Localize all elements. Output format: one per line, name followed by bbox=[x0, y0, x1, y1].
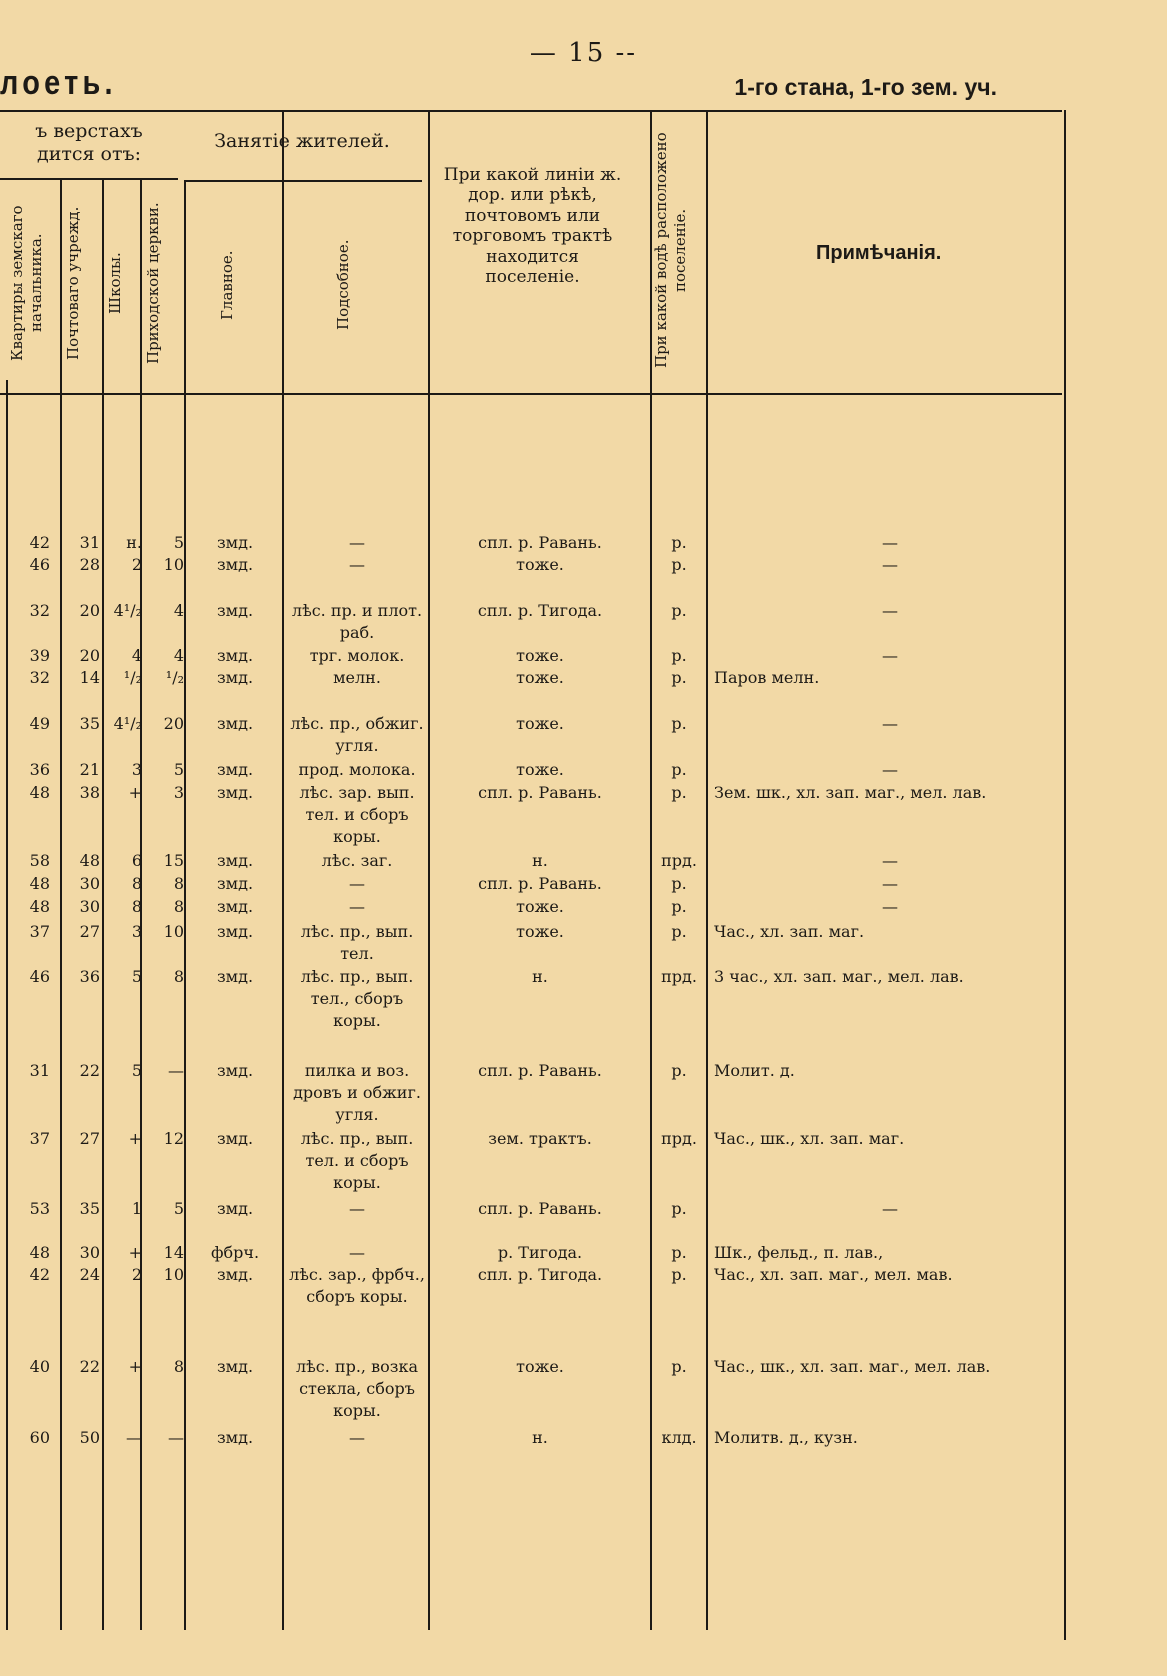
horizontal-rule bbox=[0, 110, 1062, 112]
water-cell: р. bbox=[671, 714, 687, 733]
water-cell: прд. bbox=[661, 967, 697, 986]
main-occupation-cell: змд. bbox=[216, 1061, 254, 1080]
route-cell: спл. р. Тигода. bbox=[477, 601, 603, 620]
water-cell: р. bbox=[671, 646, 687, 665]
main-occupation-cell: змд. bbox=[216, 714, 254, 733]
post-distance-cell: 27 bbox=[79, 1129, 100, 1148]
post-distance-cell: 30 bbox=[79, 1243, 100, 1262]
secondary-occupation-cell: лѣс. пр., вып. тел., сборъ коры. bbox=[300, 967, 414, 1030]
zemsky-distance-cell: 32 bbox=[29, 668, 50, 687]
school-distance-cell: 5 bbox=[131, 1061, 142, 1080]
church-distance-cell: 15 bbox=[163, 851, 184, 870]
school-distance-cell: 4¹/₂ bbox=[113, 601, 142, 620]
post-distance-cell: 35 bbox=[79, 714, 100, 733]
main-occupation-cell: змд. bbox=[216, 760, 254, 779]
main-occupation-cell: змд. bbox=[216, 555, 254, 574]
zemsky-distance-cell: 42 bbox=[29, 1265, 50, 1284]
route-cell: спл. р. Равань. bbox=[478, 874, 602, 893]
remarks-cell: — bbox=[882, 851, 898, 870]
route-cell: спл. р. Равань. bbox=[478, 1199, 602, 1218]
post-distance-cell: 28 bbox=[79, 555, 100, 574]
route-cell: зем. трактъ. bbox=[488, 1129, 592, 1148]
church-distance-cell: 5 bbox=[173, 533, 184, 552]
church-distance-cell: 8 bbox=[173, 874, 184, 893]
church-distance-cell: 14 bbox=[163, 1243, 184, 1262]
church-distance-cell: 10 bbox=[163, 1265, 184, 1284]
remarks-cell: 3 час., хл. зап. маг., мел. лав. bbox=[714, 967, 964, 986]
post-distance-cell: 24 bbox=[79, 1265, 100, 1284]
route-cell: тоже. bbox=[516, 1357, 564, 1376]
school-distance-cell: 8 bbox=[131, 897, 142, 916]
church-distance-cell: 8 bbox=[173, 897, 184, 916]
remarks-cell: — bbox=[882, 533, 898, 552]
route-cell: н. bbox=[532, 851, 548, 870]
church-distance-cell: 8 bbox=[173, 967, 184, 986]
secondary-occupation-cell: — bbox=[349, 533, 365, 552]
remarks-cell: — bbox=[882, 760, 898, 779]
remarks-cell: — bbox=[882, 1199, 898, 1218]
school-distance-cell: ¹/₂ bbox=[123, 668, 142, 687]
post-distance-cell: 14 bbox=[79, 668, 100, 687]
page-number: — 15 -- bbox=[529, 38, 638, 68]
parish-church-header: Приходской церкви. bbox=[144, 202, 162, 364]
zemsky-distance-cell: 46 bbox=[29, 967, 50, 986]
secondary-occupation-cell: прод. молока. bbox=[298, 760, 416, 779]
church-distance-cell: 4 bbox=[173, 601, 184, 620]
water-cell: прд. bbox=[661, 1129, 697, 1148]
main-occupation-cell: фбрч. bbox=[210, 1243, 260, 1262]
post-distance-cell: 20 bbox=[79, 601, 100, 620]
secondary-occupation-cell: лѣс. пр. и плот. раб. bbox=[291, 601, 423, 642]
remarks-cell: — bbox=[882, 874, 898, 893]
main-occupation-cell: змд. bbox=[216, 851, 254, 870]
secondary-occupation-cell: лѣс. пр., вып. тел. bbox=[300, 922, 414, 963]
main-occupation-cell: змд. bbox=[216, 783, 254, 802]
main-occupation-cell: змд. bbox=[216, 668, 254, 687]
main-occupation-cell: змд. bbox=[216, 874, 254, 893]
water-cell: р. bbox=[671, 922, 687, 941]
church-distance-cell: 20 bbox=[163, 714, 184, 733]
route-cell: тоже. bbox=[516, 760, 564, 779]
post-distance-cell: 38 bbox=[79, 783, 100, 802]
main-occupation-cell: змд. bbox=[216, 1265, 254, 1284]
secondary-occupation-cell: мелн. bbox=[333, 668, 381, 687]
school-distance-cell: 5 bbox=[131, 967, 142, 986]
water-cell: р. bbox=[671, 760, 687, 779]
church-distance-cell: 10 bbox=[163, 922, 184, 941]
secondary-occupation-header: Подсобное. bbox=[334, 239, 352, 331]
secondary-occupation-cell: — bbox=[349, 897, 365, 916]
main-occupation-cell: змд. bbox=[216, 897, 254, 916]
secondary-occupation-cell: — bbox=[349, 1199, 365, 1218]
water-cell: р. bbox=[671, 1199, 687, 1218]
zemsky-distance-cell: 60 bbox=[29, 1428, 50, 1447]
zemsky-distance-cell: 36 bbox=[29, 760, 50, 779]
school-distance-cell: + bbox=[128, 1357, 142, 1376]
school-distance-cell: 1 bbox=[131, 1199, 142, 1218]
remarks-cell: — bbox=[882, 714, 898, 733]
horizontal-rule bbox=[186, 180, 422, 182]
remarks-cell: — bbox=[882, 601, 898, 620]
remarks-cell: Час., хл. зап. маг., мел. мав. bbox=[714, 1265, 953, 1284]
secondary-occupation-cell: — bbox=[349, 874, 365, 893]
secondary-occupation-cell: — bbox=[349, 1243, 365, 1262]
water-cell: р. bbox=[671, 555, 687, 574]
school-distance-cell: 4 bbox=[131, 646, 142, 665]
route-cell: спл. р. Равань. bbox=[478, 1061, 602, 1080]
secondary-occupation-cell: лѣс. пр., обжиг. угля. bbox=[290, 714, 424, 755]
school-distance-cell: — bbox=[126, 1428, 142, 1447]
main-occupation-cell: змд. bbox=[216, 967, 254, 986]
post-distance-cell: 27 bbox=[79, 922, 100, 941]
church-distance-cell: — bbox=[168, 1428, 184, 1447]
church-distance-cell: — bbox=[168, 1061, 184, 1080]
volost-heading: лоеть. bbox=[0, 64, 117, 102]
post-distance-cell: 30 bbox=[79, 897, 100, 916]
section-heading: 1-го стана, 1-го зем. уч. bbox=[734, 74, 997, 100]
remarks-cell: Час., хл. зап. маг. bbox=[714, 922, 865, 941]
water-cell: р. bbox=[671, 1061, 687, 1080]
water-header: При какой водѣ расположено поселеніе. bbox=[652, 132, 689, 369]
school-header: Школы. bbox=[106, 252, 124, 314]
zemsky-distance-cell: 46 bbox=[29, 555, 50, 574]
route-cell: спл. р. Тигода. bbox=[477, 1265, 603, 1284]
zemsky-distance-cell: 39 bbox=[29, 646, 50, 665]
remarks-header: Примѣчанія. bbox=[816, 242, 942, 264]
secondary-occupation-cell: — bbox=[349, 1428, 365, 1447]
school-distance-cell: + bbox=[128, 783, 142, 802]
main-occupation-cell: змд. bbox=[216, 922, 254, 941]
school-distance-cell: + bbox=[128, 1243, 142, 1262]
main-occupation-cell: змд. bbox=[216, 533, 254, 552]
zemsky-distance-cell: 48 bbox=[29, 783, 50, 802]
route-cell: тоже. bbox=[516, 668, 564, 687]
remarks-cell: — bbox=[882, 646, 898, 665]
post-distance-cell: 21 bbox=[79, 760, 100, 779]
school-distance-cell: 4¹/₂ bbox=[113, 714, 142, 733]
post-distance-cell: 22 bbox=[79, 1061, 100, 1080]
zemsky-distance-cell: 48 bbox=[29, 897, 50, 916]
school-distance-cell: н. bbox=[126, 533, 142, 552]
route-cell: н. bbox=[532, 967, 548, 986]
water-cell: р. bbox=[671, 1265, 687, 1284]
church-distance-cell: ¹/₂ bbox=[165, 668, 184, 687]
church-distance-cell: 4 bbox=[173, 646, 184, 665]
water-cell: прд. bbox=[661, 851, 697, 870]
zemsky-distance-cell: 53 bbox=[29, 1199, 50, 1218]
remarks-cell: Час., шк., хл. зап. маг., мел. лав. bbox=[714, 1357, 991, 1376]
remarks-cell: Шк., фельд., п. лав., bbox=[714, 1243, 884, 1262]
secondary-occupation-cell: — bbox=[349, 555, 365, 574]
zemsky-distance-cell: 40 bbox=[29, 1357, 50, 1376]
water-cell: р. bbox=[671, 533, 687, 552]
church-distance-cell: 5 bbox=[173, 1199, 184, 1218]
remarks-cell: Молитв. д., кузн. bbox=[714, 1428, 858, 1447]
vertical-rule bbox=[706, 110, 708, 1630]
main-occupation-cell: змд. bbox=[216, 1129, 254, 1148]
zemsky-distance-cell: 49 bbox=[29, 714, 50, 733]
church-distance-cell: 8 bbox=[173, 1357, 184, 1376]
remarks-cell: Молит. д. bbox=[714, 1061, 795, 1080]
water-cell: р. bbox=[671, 1357, 687, 1376]
zemsky-distance-cell: 32 bbox=[29, 601, 50, 620]
water-cell: р. bbox=[671, 1243, 687, 1262]
post-distance-cell: 35 bbox=[79, 1199, 100, 1218]
post-distance-cell: 22 bbox=[79, 1357, 100, 1376]
school-distance-cell: 8 bbox=[131, 874, 142, 893]
church-distance-cell: 5 bbox=[173, 760, 184, 779]
secondary-occupation-cell: лѣс. зар. вып. тел. и сборъ коры. bbox=[299, 783, 415, 846]
zemsky-distance-cell: 31 bbox=[29, 1061, 50, 1080]
horizontal-rule bbox=[0, 393, 1062, 395]
secondary-occupation-cell: лѣс. заг. bbox=[321, 851, 393, 870]
main-occupation-cell: змд. bbox=[216, 1357, 254, 1376]
route-cell: тоже. bbox=[516, 897, 564, 916]
school-distance-cell: 2 bbox=[131, 1265, 142, 1284]
route-cell: тоже. bbox=[516, 555, 564, 574]
zemsky-distance-cell: 48 bbox=[29, 1243, 50, 1262]
route-header: При какой линіи ж. дор. или рѣкѣ, почтовомъ или торговомъ трактѣ находится поселеніе. bbox=[443, 165, 622, 287]
remarks-cell: Час., шк., хл. зап. маг. bbox=[714, 1129, 905, 1148]
secondary-occupation-cell: лѣс. пр., возка стекла, сборъ коры. bbox=[295, 1357, 418, 1420]
main-occupation-cell: змд. bbox=[216, 1428, 254, 1447]
water-cell: р. bbox=[671, 601, 687, 620]
post-distance-cell: 20 bbox=[79, 646, 100, 665]
post-distance-cell: 36 bbox=[79, 967, 100, 986]
main-occupation-header: Главное. bbox=[218, 250, 236, 320]
remarks-cell: — bbox=[882, 555, 898, 574]
horizontal-rule bbox=[0, 178, 178, 180]
main-occupation-cell: змд. bbox=[216, 601, 254, 620]
post-distance-cell: 31 bbox=[79, 533, 100, 552]
school-distance-cell: + bbox=[128, 1129, 142, 1148]
post-distance-cell: 30 bbox=[79, 874, 100, 893]
main-occupation-cell: змд. bbox=[216, 1199, 254, 1218]
post-office-header: Почтоваго учрежд. bbox=[64, 206, 82, 360]
vertical-rule bbox=[282, 110, 284, 1630]
route-cell: тоже. bbox=[516, 714, 564, 733]
route-cell: н. bbox=[532, 1428, 548, 1447]
zemsky-distance-cell: 48 bbox=[29, 874, 50, 893]
water-cell: р. bbox=[671, 897, 687, 916]
vertical-rule bbox=[1064, 110, 1066, 1640]
zemsky-distance-cell: 42 bbox=[29, 533, 50, 552]
route-cell: спл. р. Равань. bbox=[478, 783, 602, 802]
school-distance-cell: 3 bbox=[131, 922, 142, 941]
water-cell: р. bbox=[671, 783, 687, 802]
church-distance-cell: 12 bbox=[163, 1129, 184, 1148]
occupation-group-header: Занятіе жителей. bbox=[214, 130, 390, 152]
water-cell: клд. bbox=[661, 1428, 697, 1447]
water-cell: р. bbox=[671, 668, 687, 687]
route-cell: р. Тигода. bbox=[497, 1243, 583, 1262]
school-distance-cell: 6 bbox=[131, 851, 142, 870]
remarks-cell: — bbox=[882, 897, 898, 916]
zemsky-chief-header: Квартиры земскаго начальника. bbox=[8, 205, 45, 361]
remarks-cell: Зем. шк., хл. зап. маг., мел. лав. bbox=[714, 783, 987, 802]
post-distance-cell: 50 bbox=[79, 1428, 100, 1447]
route-cell: спл. р. Равань. bbox=[478, 533, 602, 552]
remarks-cell: Паров мелн. bbox=[714, 668, 820, 687]
distance-group-header: ъ верстахъ дится отъ: bbox=[35, 120, 143, 165]
post-distance-cell: 48 bbox=[79, 851, 100, 870]
zemsky-distance-cell: 37 bbox=[29, 1129, 50, 1148]
secondary-occupation-cell: лѣс. зар., фрбч., сборъ коры. bbox=[289, 1265, 425, 1306]
vertical-rule bbox=[184, 180, 186, 1630]
zemsky-distance-cell: 37 bbox=[29, 922, 50, 941]
school-distance-cell: 3 bbox=[131, 760, 142, 779]
zemsky-distance-cell: 58 bbox=[29, 851, 50, 870]
secondary-occupation-cell: трг. молок. bbox=[309, 646, 405, 665]
water-cell: р. bbox=[671, 874, 687, 893]
main-occupation-cell: змд. bbox=[216, 646, 254, 665]
secondary-occupation-cell: пилка и воз. дровъ и обжиг. угля. bbox=[293, 1061, 421, 1124]
secondary-occupation-cell: лѣс. пр., вып. тел. и сборъ коры. bbox=[300, 1129, 414, 1192]
route-cell: тоже. bbox=[516, 922, 564, 941]
church-distance-cell: 10 bbox=[163, 555, 184, 574]
route-cell: тоже. bbox=[516, 646, 564, 665]
school-distance-cell: 2 bbox=[131, 555, 142, 574]
church-distance-cell: 3 bbox=[173, 783, 184, 802]
